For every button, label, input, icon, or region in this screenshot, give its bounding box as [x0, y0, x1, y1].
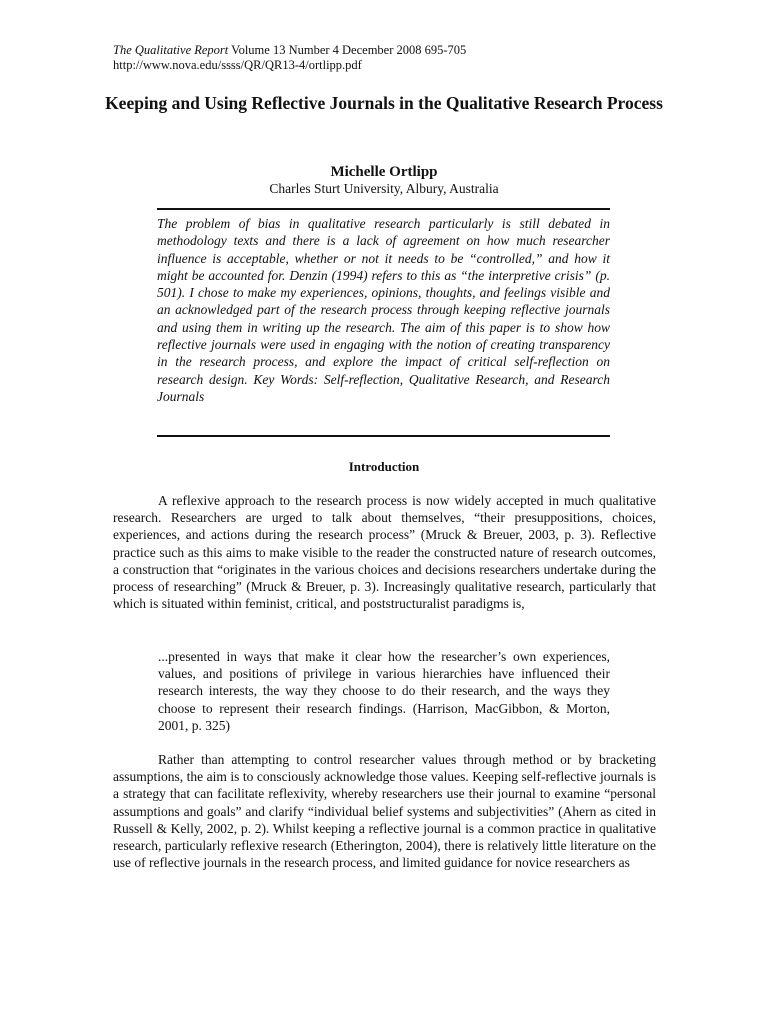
- journal-name: The Qualitative Report: [113, 43, 229, 57]
- running-header: [113, 43, 466, 73]
- body-paragraph: A reflexive approach to the research process is now widely accepted in much qualitative research. Researchers are urged to talk about themselves, “their presuppositions, choices, experiences, and actions during the research process” (Mruck & Breuer, 2003, p. 3). Reflective practice such as this aims to make visible to the reader the constructed nature of research outcomes, a construction that “originates in the various choices and decisions researchers undertake during the process of researching” (Mruck & Breuer, p. 3). Increasingly qualitative research, particularly that which is situated within feminist, critical, and poststructuralist paradigms is,: [113, 493, 656, 612]
- citation-line: [113, 43, 466, 58]
- abstract-top-rule: [157, 208, 610, 210]
- paper-title: Keeping and Using Reflective Journals in the Qualitative Research Process: [105, 93, 663, 113]
- block-quote: ...presented in ways that make it clear how the researcher’s own experiences, values, and positions of privilege in various hierarchies have influenced their research interests, the way they choose to do their research, and the ways they choose to represent their research findings. (Harrison, MacGibbon, & Morton, 2001, p. 325): [158, 649, 610, 733]
- issue-info: Volume 13 Number 4 December 2008 695-705: [228, 43, 467, 57]
- author-affiliation: Charles Sturt University, Albury, Australia: [269, 181, 499, 196]
- author-name: Michelle Ortlipp: [330, 164, 438, 180]
- body-paragraph: Rather than attempting to control researcher values through method or by bracketing assumptions, the aim is to consciously acknowledge those values. Keeping self-reflective journals is a strategy that can facilitate reflexivity, whereby researchers use their journal to examine “personal assumptions and goals” and clarify “individual belief systems and subjectivities” (Ahern as cited in Russell & Kelly, 2002, p. 2). Whilst keeping a reflective journal is a common practice in qualitative research, particularly reflexive research (Etherington, 2004), there is relatively little literature on the use of reflective journals in the research process, and limited guidance for novice researchers as: [113, 752, 656, 871]
- abstract: The problem of bias in qualitative research particularly is still debated in methodology texts and there is a lack of agreement on how much researcher influence is acceptable, whether or not it needs to be “controlled,” and how it might be accounted for. Denzin (1994) refers to this as “the interpretive crisis” (p. 501). I chose to make my experiences, opinions, thoughts, and feelings visible and an acknowledged part of the research process through keeping reflective journals and using them in writing up the research. The aim of this paper is to show how reflective journals were used in engaging with the notion of creating transparency in the research process, and explore the impact of critical self-reflection on research design. Key Words: Self-reflection, Qualitative Research, and Research Journals: [157, 216, 610, 404]
- section-heading-introduction: Introduction: [348, 459, 420, 474]
- article-url: http://www.nova.edu/ssss/QR/QR13-4/ortlipp.pdf: [113, 58, 362, 72]
- abstract-bottom-rule: [157, 435, 610, 437]
